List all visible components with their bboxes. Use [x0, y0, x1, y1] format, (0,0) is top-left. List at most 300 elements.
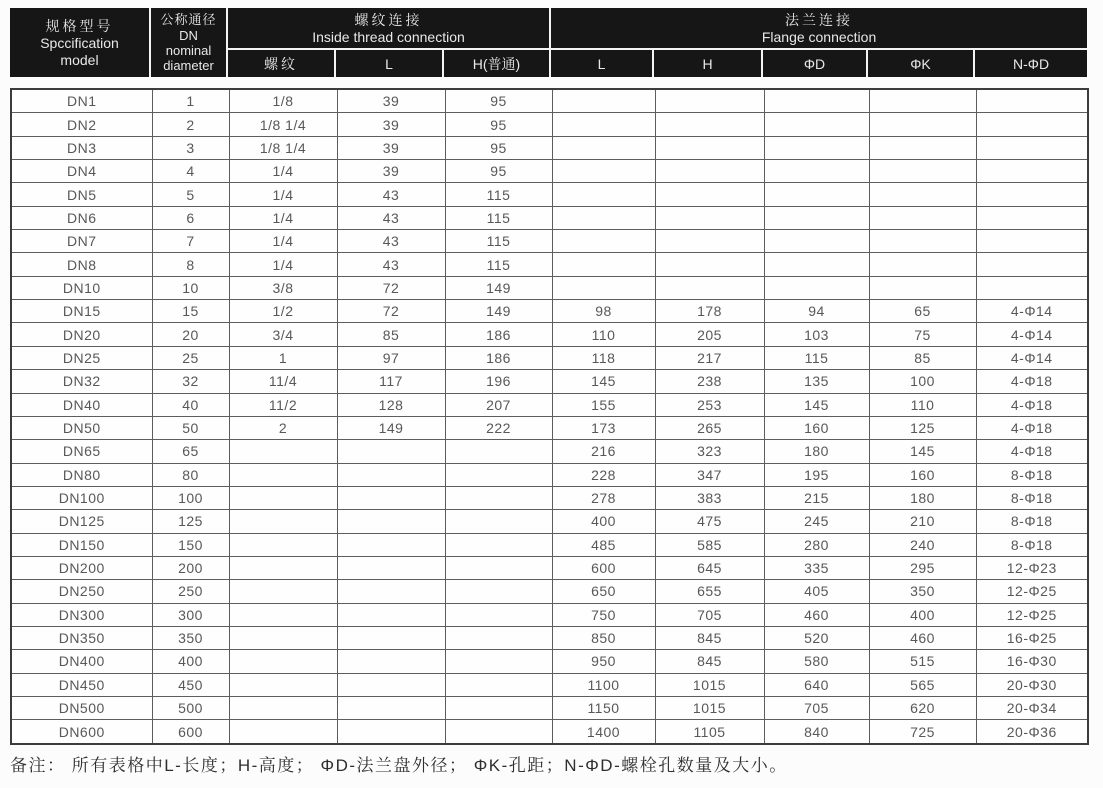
table-cell [869, 276, 976, 299]
table-cell: 323 [655, 440, 764, 463]
table-cell [229, 696, 337, 719]
table-cell: DN400 [11, 650, 152, 673]
table-cell: 222 [445, 416, 552, 439]
table-cell: 149 [445, 276, 552, 299]
table-cell: 585 [655, 533, 764, 556]
table-cell [445, 580, 552, 603]
table-cell [445, 510, 552, 533]
table-cell: 95 [445, 113, 552, 136]
table-cell [869, 253, 976, 276]
table-cell: 85 [869, 346, 976, 369]
table-cell: 265 [655, 416, 764, 439]
table-cell: 8 [152, 253, 229, 276]
table-cell: DN80 [11, 463, 152, 486]
table-cell: 97 [337, 346, 445, 369]
table-cell: 8-Φ18 [976, 533, 1088, 556]
table-cell: 238 [655, 370, 764, 393]
table-cell [764, 206, 869, 229]
table-cell [229, 603, 337, 626]
table-cell [337, 720, 445, 744]
table-row [11, 720, 1088, 744]
table-cell: 12-Φ23 [976, 556, 1088, 579]
table-cell: 485 [552, 533, 655, 556]
table-row [11, 580, 1088, 603]
table-cell [869, 113, 976, 136]
table-cell: DN300 [11, 603, 152, 626]
table-cell: 655 [655, 580, 764, 603]
table-cell: 155 [552, 393, 655, 416]
table-cell [337, 510, 445, 533]
table-cell: 515 [869, 650, 976, 673]
header-thread-col-l: L [336, 50, 444, 77]
table-row [11, 276, 1088, 299]
table-row [11, 370, 1088, 393]
table-cell: 43 [337, 253, 445, 276]
table-cell [764, 183, 869, 206]
spec-table [10, 88, 1089, 745]
table-cell: 500 [152, 696, 229, 719]
table-cell: 39 [337, 113, 445, 136]
table-cell: 1/4 [229, 160, 337, 183]
table-cell: 350 [869, 580, 976, 603]
table-cell [764, 230, 869, 253]
table-cell [337, 650, 445, 673]
table-cell: 72 [337, 300, 445, 323]
table-cell: 3/8 [229, 276, 337, 299]
table-cell: 145 [869, 440, 976, 463]
table-cell [229, 673, 337, 696]
table-cell: 80 [152, 463, 229, 486]
table-cell [445, 626, 552, 649]
table-row [11, 626, 1088, 649]
table-row [11, 650, 1088, 673]
table-cell: 640 [764, 673, 869, 696]
table-cell [445, 696, 552, 719]
table-cell [552, 253, 655, 276]
table-cell: 216 [552, 440, 655, 463]
table-cell [655, 230, 764, 253]
spec-table-body-wrap [10, 88, 1089, 745]
table-cell [229, 580, 337, 603]
table-cell [337, 603, 445, 626]
table-cell: DN150 [11, 533, 152, 556]
table-cell: 85 [337, 323, 445, 346]
table-cell: 65 [152, 440, 229, 463]
table-cell: 75 [869, 323, 976, 346]
table-cell: 4-Φ14 [976, 323, 1088, 346]
table-cell: 115 [445, 253, 552, 276]
table-cell [655, 160, 764, 183]
table-cell: 117 [337, 370, 445, 393]
table-cell: 245 [764, 510, 869, 533]
table-cell: 1 [152, 89, 229, 113]
table-cell: 3 [152, 136, 229, 159]
table-cell: 160 [764, 416, 869, 439]
table-cell: 840 [764, 720, 869, 744]
table-cell [337, 580, 445, 603]
table-cell: 1105 [655, 720, 764, 744]
table-row [11, 206, 1088, 229]
table-cell: 5 [152, 183, 229, 206]
table-cell [764, 276, 869, 299]
table-cell [552, 206, 655, 229]
table-cell: DN125 [11, 510, 152, 533]
table-cell: 215 [764, 486, 869, 509]
table-cell [976, 160, 1088, 183]
table-cell [445, 533, 552, 556]
table-cell [552, 160, 655, 183]
table-cell [337, 463, 445, 486]
table-cell: 1 [229, 346, 337, 369]
table-cell: 1/8 1/4 [229, 136, 337, 159]
header-flange-col-nphid: N-ΦD [1013, 55, 1050, 72]
table-cell: 20-Φ30 [976, 673, 1088, 696]
header-flange-col-phik: ΦK [868, 50, 975, 77]
table-cell: DN25 [11, 346, 152, 369]
table-cell [976, 253, 1088, 276]
table-cell: DN450 [11, 673, 152, 696]
table-cell: 95 [445, 136, 552, 159]
table-cell: 845 [655, 650, 764, 673]
table-cell: 145 [552, 370, 655, 393]
header-spec-model-zh: 规格型号 [45, 17, 114, 34]
table-cell: 196 [445, 370, 552, 393]
table-cell: 100 [869, 370, 976, 393]
table-row [11, 253, 1088, 276]
table-cell: 43 [337, 230, 445, 253]
table-row [11, 89, 1088, 113]
table-cell [445, 650, 552, 673]
table-cell: 160 [869, 463, 976, 486]
table-cell: 400 [552, 510, 655, 533]
table-cell: DN250 [11, 580, 152, 603]
table-cell: DN2 [11, 113, 152, 136]
table-cell: 400 [152, 650, 229, 673]
table-cell [552, 113, 655, 136]
table-cell [229, 486, 337, 509]
table-cell [337, 556, 445, 579]
table-row [11, 416, 1088, 439]
table-cell: 125 [869, 416, 976, 439]
table-cell: 347 [655, 463, 764, 486]
table-cell [229, 556, 337, 579]
table-cell [869, 230, 976, 253]
table-cell: 1015 [655, 673, 764, 696]
table-cell: 4-Φ18 [976, 440, 1088, 463]
table-cell: 450 [152, 673, 229, 696]
table-cell: 39 [337, 89, 445, 113]
table-cell: 186 [445, 323, 552, 346]
table-cell [229, 440, 337, 463]
table-cell: 705 [655, 603, 764, 626]
header-dn-line3: nominal [165, 43, 212, 58]
table-cell: 1/4 [229, 230, 337, 253]
table-cell: 128 [337, 393, 445, 416]
table-cell: 115 [764, 346, 869, 369]
header-thread-group [228, 8, 551, 50]
table-cell [655, 206, 764, 229]
table-row [11, 300, 1088, 323]
table-cell: 1/4 [229, 183, 337, 206]
table-cell: 39 [337, 160, 445, 183]
table-cell [229, 533, 337, 556]
table-cell [976, 113, 1088, 136]
table-row [11, 440, 1088, 463]
table-cell [337, 440, 445, 463]
table-cell: 115 [445, 230, 552, 253]
table-cell [869, 206, 976, 229]
table-cell [337, 486, 445, 509]
table-cell [445, 556, 552, 579]
table-cell: DN4 [11, 160, 152, 183]
table-cell: 565 [869, 673, 976, 696]
table-cell: DN20 [11, 323, 152, 346]
table-cell: 460 [869, 626, 976, 649]
table-cell [655, 136, 764, 159]
table-cell: 110 [869, 393, 976, 416]
table-cell: 118 [552, 346, 655, 369]
header-dn-zh: 公称通径 [160, 12, 217, 27]
table-cell: 580 [764, 650, 869, 673]
table-cell: 4-Φ14 [976, 346, 1088, 369]
table-cell: 6 [152, 206, 229, 229]
table-cell: 16-Φ25 [976, 626, 1088, 649]
table-cell [552, 89, 655, 113]
table-cell: 8-Φ18 [976, 510, 1088, 533]
table-cell: 135 [764, 370, 869, 393]
table-cell [869, 183, 976, 206]
table-cell: 200 [152, 556, 229, 579]
table-cell [552, 183, 655, 206]
table-cell: 950 [552, 650, 655, 673]
table-cell: 50 [152, 416, 229, 439]
footnote: 备注： 所有表格中L-长度；H-高度； ΦD-法兰盘外径； ΦK-孔距；N-ΦD-螺栓孔数量及大小。 [10, 756, 788, 775]
table-cell: 12-Φ25 [976, 603, 1088, 626]
table-cell: 20-Φ36 [976, 720, 1088, 744]
table-cell: 32 [152, 370, 229, 393]
table-cell: DN5 [11, 183, 152, 206]
table-cell: DN7 [11, 230, 152, 253]
table-cell: 12-Φ25 [976, 580, 1088, 603]
table-row [11, 510, 1088, 533]
table-cell: 15 [152, 300, 229, 323]
table-cell: 43 [337, 206, 445, 229]
table-cell: 207 [445, 393, 552, 416]
table-cell: 72 [337, 276, 445, 299]
table-cell [445, 440, 552, 463]
header-thread-group-zh: 螺纹连接 [354, 11, 423, 28]
table-cell: DN3 [11, 136, 152, 159]
table-row [11, 113, 1088, 136]
header-flange-group-en: Flange connection [761, 28, 877, 45]
table-cell: 180 [869, 486, 976, 509]
table-cell: 11/4 [229, 370, 337, 393]
table-cell [655, 276, 764, 299]
table-cell: 217 [655, 346, 764, 369]
table-cell: 1/8 [229, 89, 337, 113]
table-cell [764, 89, 869, 113]
table-row [11, 346, 1088, 369]
table-cell: 240 [869, 533, 976, 556]
table-cell: 850 [552, 626, 655, 649]
table-row [11, 230, 1088, 253]
table-cell: 350 [152, 626, 229, 649]
table-cell: 295 [869, 556, 976, 579]
table-cell: 103 [764, 323, 869, 346]
table-cell [229, 650, 337, 673]
table-cell [976, 89, 1088, 113]
table-cell: 405 [764, 580, 869, 603]
table-cell: 180 [764, 440, 869, 463]
table-cell [445, 720, 552, 744]
header-spec-model-en1: Spccification [40, 34, 119, 51]
table-cell: 186 [445, 346, 552, 369]
table-cell [445, 463, 552, 486]
header-spec-model [10, 8, 151, 77]
table-row [11, 556, 1088, 579]
table-cell [337, 533, 445, 556]
table-cell [655, 89, 764, 113]
table-row [11, 673, 1088, 696]
table-cell: 600 [152, 720, 229, 744]
table-cell: 39 [337, 136, 445, 159]
table-cell [445, 673, 552, 696]
table-cell [764, 113, 869, 136]
table-cell: 43 [337, 183, 445, 206]
header-dn-line2: DN [179, 28, 198, 43]
table-cell: 149 [445, 300, 552, 323]
table-cell: 4-Φ18 [976, 416, 1088, 439]
table-cell: 205 [655, 323, 764, 346]
table-cell: 149 [337, 416, 445, 439]
table-row [11, 136, 1088, 159]
table-cell [655, 113, 764, 136]
table-cell: DN40 [11, 393, 152, 416]
table-cell [337, 696, 445, 719]
table-cell: 16-Φ30 [976, 650, 1088, 673]
table-row [11, 533, 1088, 556]
table-cell [764, 160, 869, 183]
table-cell [976, 276, 1088, 299]
table-cell: 383 [655, 486, 764, 509]
table-cell: 95 [445, 89, 552, 113]
table-cell: 1100 [552, 673, 655, 696]
spec-table-body [11, 89, 1088, 744]
table-row [11, 323, 1088, 346]
header-flange-col-phid: ΦD [763, 50, 868, 77]
table-cell: 65 [869, 300, 976, 323]
table-cell: 8-Φ18 [976, 463, 1088, 486]
table-row [11, 486, 1088, 509]
table-row [11, 463, 1088, 486]
table-cell [869, 136, 976, 159]
table-cell [655, 183, 764, 206]
table-cell: 228 [552, 463, 655, 486]
table-cell: 20-Φ34 [976, 696, 1088, 719]
table-cell: 1/8 1/4 [229, 113, 337, 136]
table-cell: 8-Φ18 [976, 486, 1088, 509]
table-cell: 115 [445, 206, 552, 229]
table-cell [869, 160, 976, 183]
table-cell [229, 510, 337, 533]
table-cell: 4-Φ18 [976, 370, 1088, 393]
table-cell: 173 [552, 416, 655, 439]
table-cell: 520 [764, 626, 869, 649]
table-cell [229, 463, 337, 486]
table-cell: 2 [229, 416, 337, 439]
header-thread-group-en: Inside thread connection [312, 28, 465, 45]
table-cell: 125 [152, 510, 229, 533]
table-cell: DN500 [11, 696, 152, 719]
table-cell: 145 [764, 393, 869, 416]
table-cell: 1/4 [229, 206, 337, 229]
header-thread-col-h: H(普通) [444, 50, 551, 77]
table-cell: 280 [764, 533, 869, 556]
table-cell: DN6 [11, 206, 152, 229]
table-cell: 150 [152, 533, 229, 556]
table-cell [976, 230, 1088, 253]
table-cell [229, 626, 337, 649]
table-cell: 210 [869, 510, 976, 533]
table-cell [552, 276, 655, 299]
table-cell: 845 [655, 626, 764, 649]
table-cell: 3/4 [229, 323, 337, 346]
table-cell [655, 253, 764, 276]
table-cell: 95 [445, 160, 552, 183]
table-cell: 10 [152, 276, 229, 299]
table-row [11, 603, 1088, 626]
header-flange-col-h: H [654, 50, 763, 77]
table-cell: 4 [152, 160, 229, 183]
table-cell [869, 89, 976, 113]
table-row [11, 160, 1088, 183]
table-cell: 400 [869, 603, 976, 626]
table-cell: 40 [152, 393, 229, 416]
table-cell: 1150 [552, 696, 655, 719]
table-cell: 620 [869, 696, 976, 719]
table-row [11, 696, 1088, 719]
header-flange-group-zh: 法兰连接 [785, 11, 854, 28]
table-cell: 705 [764, 696, 869, 719]
table-cell: 195 [764, 463, 869, 486]
table-cell: 2 [152, 113, 229, 136]
table-cell: 278 [552, 486, 655, 509]
table-cell: DN600 [11, 720, 152, 744]
table-cell [976, 183, 1088, 206]
table-cell [552, 230, 655, 253]
header-flange-group [551, 8, 1087, 50]
table-cell: 115 [445, 183, 552, 206]
table-cell: DN100 [11, 486, 152, 509]
table-cell: DN8 [11, 253, 152, 276]
table-cell: 20 [152, 323, 229, 346]
table-cell [445, 603, 552, 626]
table-cell: 475 [655, 510, 764, 533]
table-cell: 25 [152, 346, 229, 369]
table-cell [764, 253, 869, 276]
table-cell: 94 [764, 300, 869, 323]
table-cell: 645 [655, 556, 764, 579]
table-cell: 100 [152, 486, 229, 509]
table-cell: 1400 [552, 720, 655, 744]
table-cell: 11/2 [229, 393, 337, 416]
table-cell: DN32 [11, 370, 152, 393]
table-row [11, 393, 1088, 416]
table-cell [445, 486, 552, 509]
table-cell: 460 [764, 603, 869, 626]
table-cell [552, 136, 655, 159]
header-dn-line4: diameter [163, 58, 214, 73]
